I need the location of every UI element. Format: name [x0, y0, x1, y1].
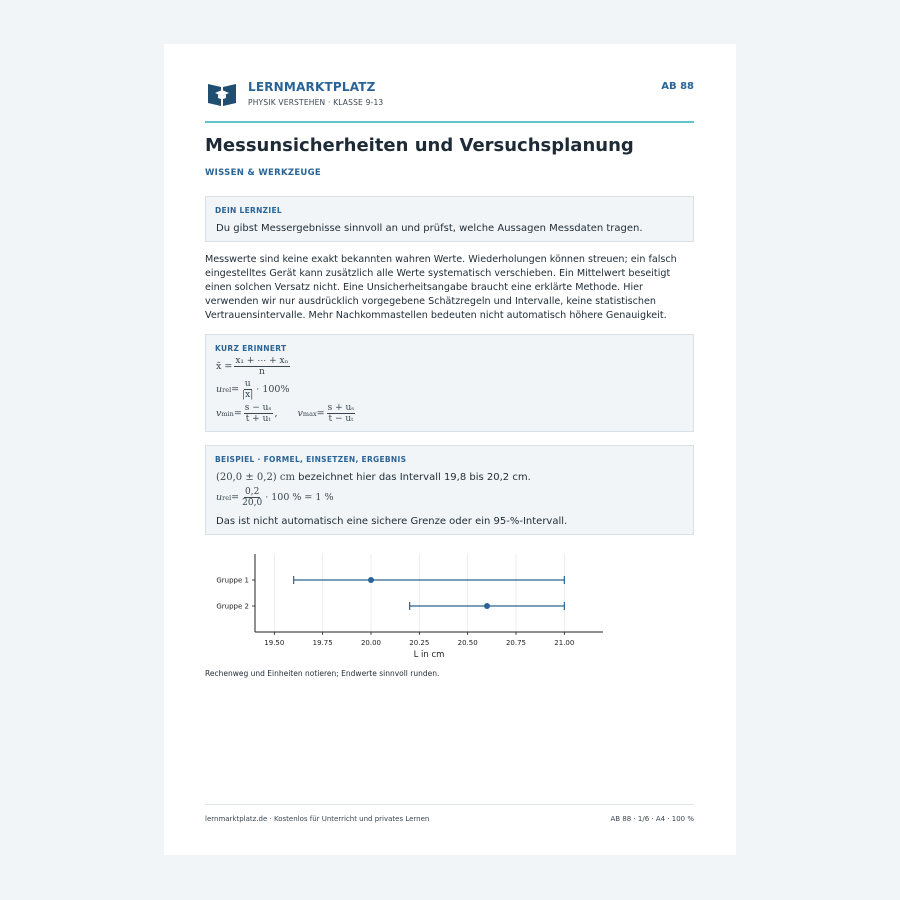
y-tick-label: Gruppe 2	[216, 602, 249, 611]
x-tick-label: 20.25	[409, 639, 430, 647]
reminder-label: KURZ ERINNERT	[215, 344, 287, 353]
header-divider	[205, 121, 694, 123]
paragraph-line: Vertrauensintervalle. Mehr Nachkommastellen bedeuten nicht automatisch höhere Genauigkeit.	[205, 310, 667, 321]
chart-caption: Rechenweg und Einheiten notieren; Endwerte sinnvoll runden.	[205, 669, 440, 678]
example-note: Das ist nicht automatisch eine sichere Grenze oder ein 95-%-Intervall.	[216, 516, 568, 527]
worksheet-page	[164, 44, 736, 855]
x-tick-label: 19.75	[312, 639, 333, 647]
goal-label: DEIN LERNZIEL	[215, 206, 283, 215]
x-tick-label: 21.00	[554, 639, 575, 647]
paragraph-line: eingestelltes Gerät kann zusätzlich alle Werte systematisch verschieben. Ein Mittelwert beseitigt	[205, 268, 671, 279]
x-tick-label: 20.50	[457, 639, 478, 647]
data-point	[368, 577, 374, 583]
x-tick-label: 20.00	[360, 639, 382, 647]
paragraph-line: verwenden wir nur ausdrücklich vorgegebene Schätzregeln und Intervalle, keine statistischen	[205, 296, 656, 307]
y-tick-label: Gruppe 1	[216, 576, 249, 585]
formula-relative-uncertainty: u rel = $\frac{u}{|x|}$ · 100%	[216, 379, 290, 400]
formula-velocity-bounds: v min = $\frac{\text{s − uₛ}}{\text{t + uₜ}}$ , v max = $\frac{\text{s + uₛ}}{\text{t − uₜ}}$	[216, 403, 355, 424]
intro-paragraph	[205, 253, 694, 323]
goal-text: Du gibst Messergebnisse sinnvoll an und prüfst, welche Aussagen Messdaten tragen.	[216, 223, 643, 234]
footer-left: lernmarktplatz.de · Kostenlos für Unterricht und privates Lernen	[205, 815, 430, 823]
reminder-box	[205, 334, 694, 432]
paragraph-line: einen solchen Versatz nicht. Eine Unsicherheitsangabe braucht eine erklärte Methode. Hier	[205, 282, 643, 293]
paragraph-line: Messwerte sind keine exakt bekannten wahren Werte. Wiederholungen können streuen; ein falsch	[205, 254, 677, 265]
footer-right: AB 88 · 1/6 · A4 · 100 %	[610, 815, 694, 823]
x-tick-label: 19.50	[264, 639, 285, 647]
example-formula: u rel = $\frac{0,2}{20,0}$ · 100 % = 1 %	[216, 487, 334, 508]
brand-subtitle: PHYSIK VERSTEHEN · KLASSE 9-13	[248, 98, 384, 107]
section-kicker: WISSEN & WERKZEUGE	[205, 168, 322, 178]
footer-divider	[205, 804, 694, 805]
data-point	[484, 603, 490, 609]
formula-mean: x̄ = $\frac{\text{x₁ + ⋯ + xₙ}}{n}$	[216, 356, 289, 377]
x-tick-label: 20.75	[505, 639, 527, 647]
learning-goal-box	[205, 196, 694, 242]
example-box	[205, 445, 694, 535]
example-interval-line: (20,0 ± 0,2) cm bezeichnet hier das Intervall 19,8 bis 20,2 cm.	[216, 472, 531, 483]
brand-name: LERNMARKTPLATZ	[248, 80, 376, 94]
error-bar-chart	[205, 548, 615, 660]
book-graduation-cap-icon	[207, 81, 237, 107]
example-label: BEISPIEL · FORMEL, EINSETZEN, ERGEBNIS	[215, 455, 407, 464]
sheet-number: AB 88	[661, 81, 694, 92]
page-title: Messunsicherheiten und Versuchsplanung	[205, 135, 634, 156]
x-axis-label: L in cm	[413, 650, 445, 660]
